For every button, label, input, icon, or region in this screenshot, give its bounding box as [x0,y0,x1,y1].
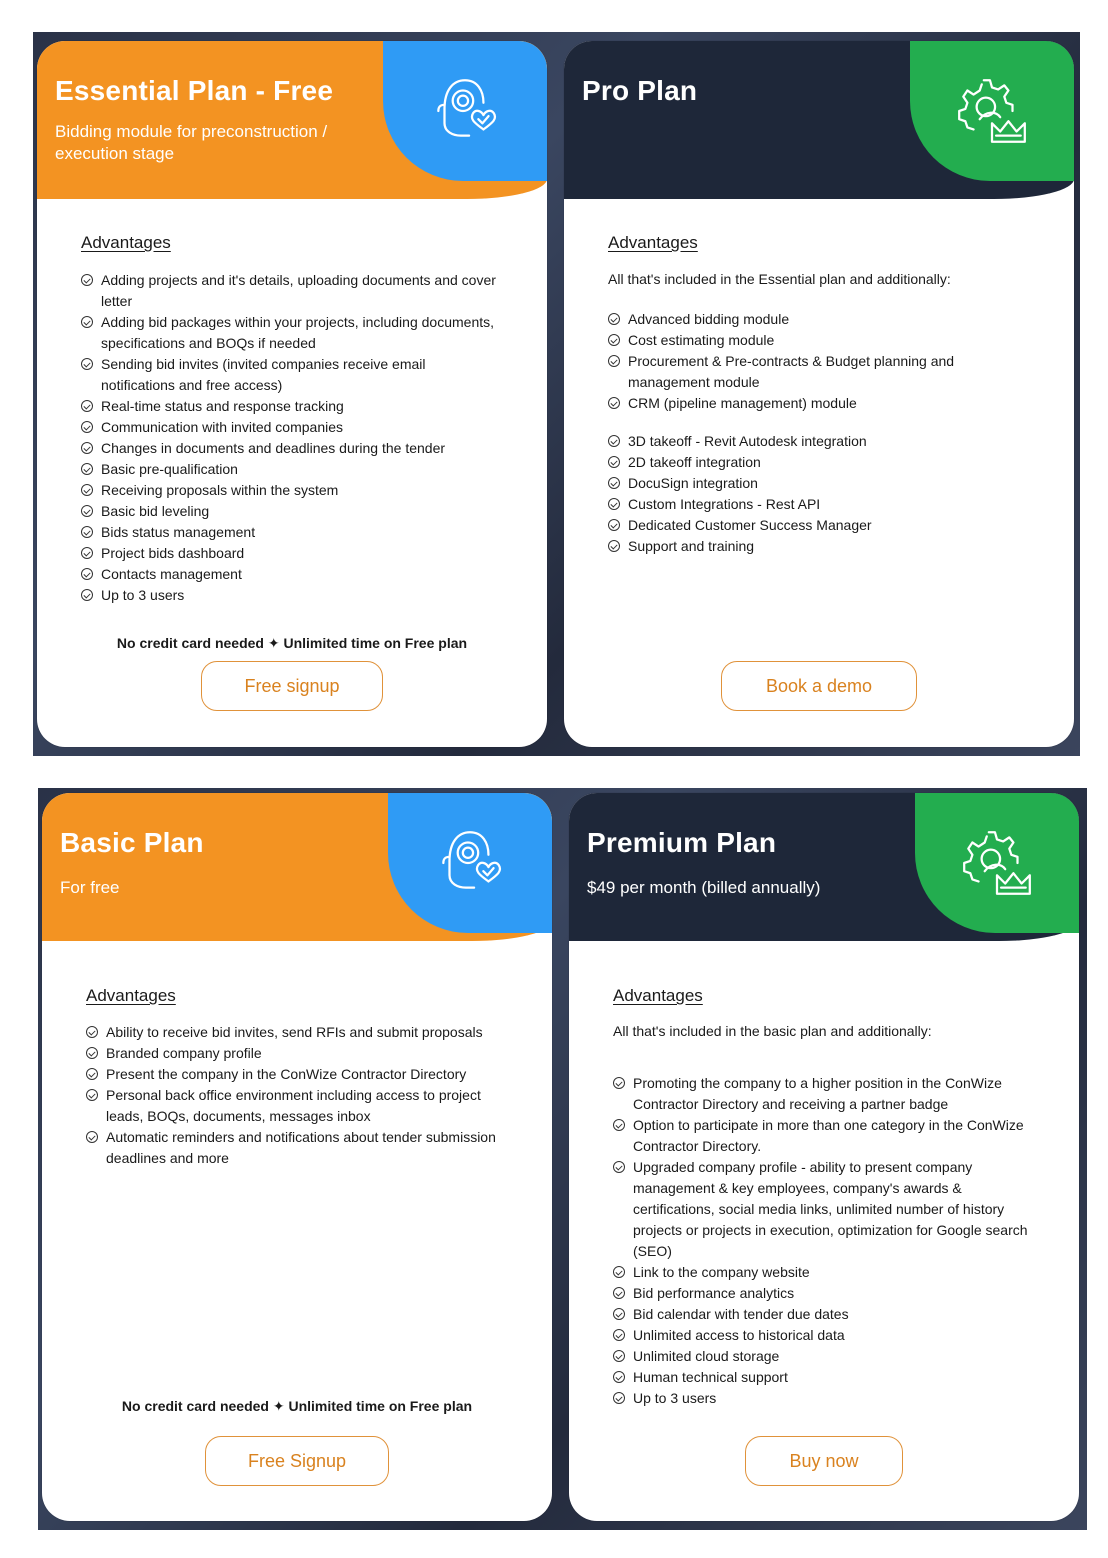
pro-intro: All that's included in the Essential plan and additionally: [608,271,951,287]
free-signup-button-basic[interactable]: Free Signup [205,1436,389,1486]
list-item: Cost estimating module [608,330,988,351]
free-signup-button[interactable]: Free signup [201,661,383,711]
basic-plan-title: Basic Plan [60,827,204,858]
basic-plan-header [42,793,552,941]
essential-features-list [81,270,501,606]
check-circle-icon [86,1047,98,1059]
check-circle-icon [608,456,620,468]
list-item: Personal back office environment including access to project leads, BOQs, documents, messages inbox [86,1085,506,1127]
list-item: Upgraded company profile - ability to present company management & key employees, company's awards & certifications, social media links, unlimited number of history projects or projects in execution, optimization for Google search (SEO) [613,1157,1037,1262]
list-item: Human technical support [613,1367,1037,1388]
list-item: Link to the company website [613,1262,1037,1283]
pro-plan-card [564,41,1074,747]
list-item: 3D takeoff - Revit Autodesk integration [608,431,988,452]
essential-plan-header [37,41,547,199]
check-circle-icon [608,397,620,409]
buy-now-button[interactable]: Buy now [745,1436,903,1486]
check-circle-icon [81,505,93,517]
check-circle-icon [81,274,93,286]
check-circle-icon [613,1371,625,1383]
list-item: Advanced bidding module [608,309,988,330]
list-item: Custom Integrations - Rest API [608,494,988,515]
list-item: Dedicated Customer Success Manager [608,515,988,536]
basic-advantages-heading: Advantages [86,986,176,1005]
list-item: 2D takeoff integration [608,452,988,473]
essential-free-note: No credit card needed ✦ Unlimited time on Free plan [116,635,468,651]
check-circle-icon [81,442,93,454]
list-item: Branded company profile [86,1043,506,1064]
check-circle-icon [86,1068,98,1080]
check-circle-icon [81,400,93,412]
list-item: Unlimited access to historical data [613,1325,1037,1346]
check-circle-icon [608,334,620,346]
check-circle-icon [613,1392,625,1404]
top-pricing-panel [33,32,1080,756]
list-item: Basic bid leveling [81,501,501,522]
premium-features-list [613,1073,1037,1409]
gear-crown-icon [951,70,1033,152]
check-circle-icon [613,1287,625,1299]
list-item: Receiving proposals within the system [81,480,501,501]
list-item: Contacts management [81,564,501,585]
check-circle-icon [608,313,620,325]
headset-heart-icon [429,822,511,904]
check-circle-icon [81,589,93,601]
list-item: Adding projects and it's details, uploading documents and cover letter [81,270,501,312]
check-circle-icon [608,498,620,510]
pro-advantages-heading: Advantages [608,233,698,252]
check-circle-icon [81,568,93,580]
gear-crown-icon [956,822,1038,904]
list-item: Support and training [608,536,988,557]
bottom-pricing-panel [38,788,1087,1530]
check-circle-icon [81,547,93,559]
list-item: Automatic reminders and notifications about tender submission deadlines and more [86,1127,506,1169]
essential-corner-badge [383,41,547,181]
check-circle-icon [81,526,93,538]
check-circle-icon [81,358,93,370]
check-circle-icon [613,1308,625,1320]
premium-corner-badge [915,793,1079,933]
premium-plan-header [569,793,1079,941]
list-item: Basic pre-qualification [81,459,501,480]
list-item: Ability to receive bid invites, send RFIs and submit proposals [86,1022,506,1043]
list-item: Unlimited cloud storage [613,1346,1037,1367]
list-item: Real-time status and response tracking [81,396,501,417]
check-circle-icon [81,421,93,433]
book-demo-button[interactable]: Book a demo [721,661,917,711]
check-circle-icon [608,435,620,447]
check-circle-icon [613,1266,625,1278]
check-circle-icon [81,463,93,475]
essential-plan-card [37,41,547,747]
basic-free-note: No credit card needed ✦ Unlimited time on Free plan [121,1398,473,1414]
check-circle-icon [608,355,620,367]
list-item: Bid calendar with tender due dates [613,1304,1037,1325]
check-circle-icon [608,540,620,552]
list-item: Adding bid packages within your projects, including documents, specifications and BOQs if needed [81,312,501,354]
list-item: Bid performance analytics [613,1283,1037,1304]
essential-plan-subtitle: Bidding module for preconstruction / execution stage [55,122,328,163]
list-item: Procurement & Pre-contracts & Budget planning and management module [608,351,988,393]
premium-plan-title: Premium Plan [587,827,777,858]
list-item: Sending bid invites (invited companies receive email notifications and free access) [81,354,501,396]
check-circle-icon [86,1026,98,1038]
check-circle-icon [613,1119,625,1131]
list-item: Communication with invited companies [81,417,501,438]
basic-corner-badge [388,793,552,933]
list-item: Changes in documents and deadlines during the tender [81,438,501,459]
list-item: Up to 3 users [81,585,501,606]
premium-intro: All that's included in the basic plan and additionally: [613,1023,932,1039]
basic-plan-subtitle: For free [60,878,120,897]
list-item: Up to 3 users [613,1388,1037,1409]
list-item: Present the company in the ConWize Contractor Directory [86,1064,506,1085]
list-item: DocuSign integration [608,473,988,494]
basic-features-list [86,1022,506,1169]
pro-features-list [608,309,988,557]
check-circle-icon [608,519,620,531]
basic-plan-card [42,793,552,1521]
premium-advantages-heading: Advantages [613,986,703,1005]
essential-plan-title: Essential Plan - Free [55,75,334,106]
check-circle-icon [608,477,620,489]
check-circle-icon [86,1089,98,1101]
pro-corner-badge [910,41,1074,181]
list-item: Promoting the company to a higher position in the ConWize Contractor Directory and receiving a partner badge [613,1073,1037,1115]
pro-plan-title: Pro Plan [582,75,698,106]
pro-plan-header [564,41,1074,199]
check-circle-icon [81,484,93,496]
check-circle-icon [86,1131,98,1143]
premium-plan-price: $49 per month (billed annually) [587,878,821,897]
list-item: Bids status management [81,522,501,543]
list-item: CRM (pipeline management) module [608,393,988,414]
check-circle-icon [613,1161,625,1173]
check-circle-icon [613,1077,625,1089]
essential-advantages-heading: Advantages [81,233,171,252]
check-circle-icon [613,1350,625,1362]
headset-heart-icon [424,70,506,152]
list-item: Project bids dashboard [81,543,501,564]
list-item: Option to participate in more than one category in the ConWize Contractor Directory. [613,1115,1037,1157]
premium-plan-card [569,793,1079,1521]
check-circle-icon [81,316,93,328]
check-circle-icon [613,1329,625,1341]
